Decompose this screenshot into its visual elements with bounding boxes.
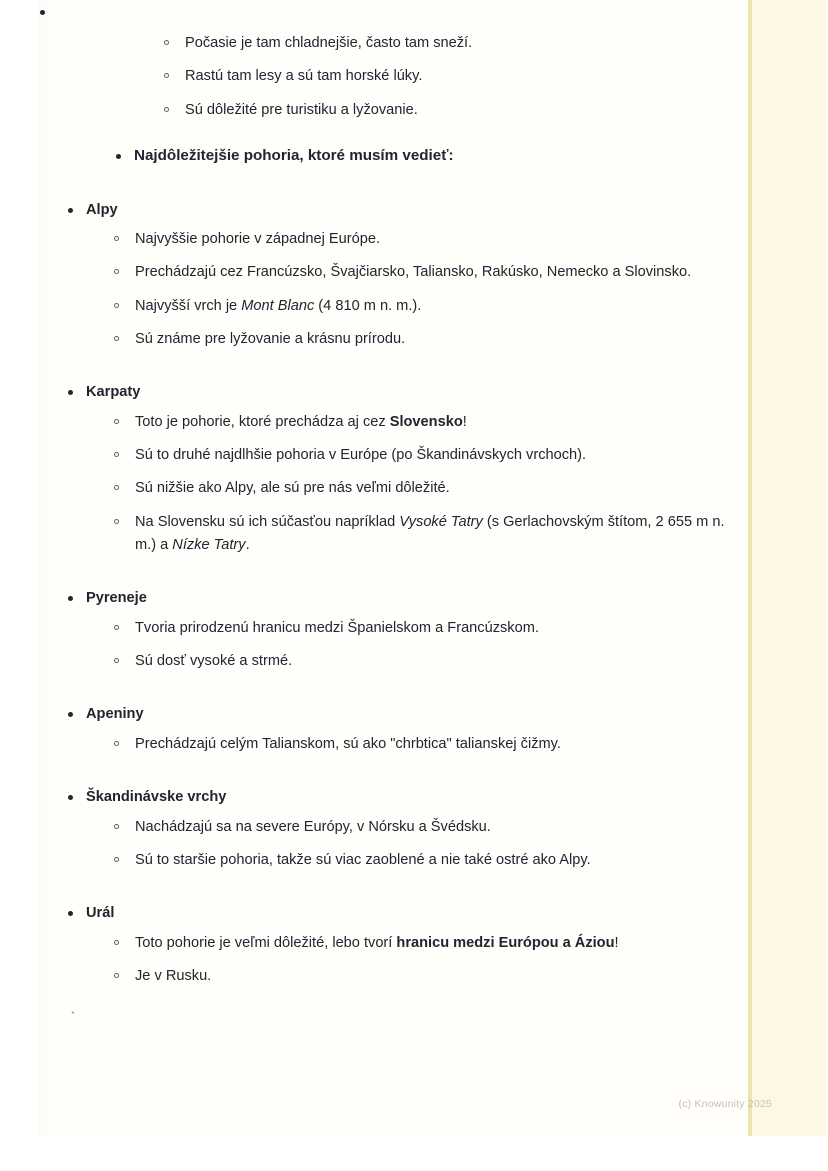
list-item: [113, 411, 748, 434]
range-name-label: Karpaty: [86, 384, 141, 401]
range-detail-list: [86, 932, 748, 989]
document-content: [38, 0, 748, 1136]
list-item: [113, 295, 748, 318]
range-heading-item: [66, 786, 748, 872]
range-heading-item: [66, 703, 748, 756]
text-run: Sú to druhé najdlhšie pohoria v Európe (po Škandinávskych vrchoch).: [135, 447, 587, 464]
range-group-5: [38, 786, 748, 872]
list-item: Sú dôležité pre turistiku a lyžovanie.: [163, 99, 748, 122]
list-item: Počasie je tam chladnejšie, často tam sneží.: [163, 32, 748, 55]
text-run: Toto pohorie je veľmi dôležité, lebo tvorí: [135, 934, 397, 951]
stray-backtick-mark: `: [69, 1010, 77, 1025]
intro-points-list: [114, 32, 748, 122]
spacer: [38, 673, 748, 687]
section-heading-item: [114, 144, 748, 169]
text-run: Sú to staršie pohoria, takže sú viac zaoblené a nie také ostré ako Alpy.: [135, 851, 591, 868]
range-group-1: [38, 199, 748, 352]
text-run: Na Slovensku sú ich súčasťou napríklad: [135, 513, 400, 530]
emphasis-italic: Nízke Tatry: [172, 537, 246, 554]
text-run: Prechádzajú celým Talianskom, sú ako "chrbtica" talianskej čižmy.: [135, 735, 561, 752]
list-item: [113, 477, 748, 500]
text-run: Tvoria prirodzenú hranicu medzi Španielskom a Francúzskom.: [135, 619, 539, 636]
list-item: [113, 511, 748, 558]
text-run: !: [614, 934, 619, 951]
range-name-label: Apeniny: [86, 706, 144, 723]
list-item: [113, 816, 748, 839]
range-name-label: Urál: [86, 905, 115, 922]
mountain-ranges-container: [38, 169, 748, 989]
range-detail-list: [86, 228, 748, 351]
text-run: Sú dosť vysoké a strmé.: [135, 653, 293, 670]
text-run: Prechádzajú cez Francúzsko, Švajčiarsko, Taliansko, Rakúsko, Nemecko a Slovinsko.: [135, 264, 692, 281]
text-run: Je v Rusku.: [135, 967, 212, 984]
range-detail-list: [86, 733, 748, 756]
list-item: [113, 733, 748, 756]
list-item: [113, 228, 748, 251]
range-detail-list: [86, 816, 748, 873]
section-heading-label: Najdôležitejšie pohoria, ktoré musím vedieť:: [134, 147, 454, 165]
emphasis-bold: hranicu medzi Európou a Áziou: [396, 934, 615, 951]
range-group-4: [38, 703, 748, 756]
emphasis-italic: Mont Blanc: [241, 297, 315, 314]
list-item: [113, 617, 748, 640]
copyright-footer: (c) Knowunity 2025: [678, 1098, 772, 1110]
range-heading-item: [66, 587, 748, 673]
text-run: Nachádzajú sa na severe Európy, v Nórsku a Švédsku.: [135, 818, 491, 835]
list-item: [113, 932, 748, 955]
text-run: .: [245, 537, 250, 554]
text-run: Sú známe pre lyžovanie a krásnu prírodu.: [135, 331, 406, 348]
outline-level-1: [38, 32, 748, 122]
spacer: [38, 557, 748, 571]
range-group-2: [38, 381, 748, 557]
page-margin-rule: [748, 0, 752, 1136]
list-item: [113, 328, 748, 351]
main-section-list: [38, 144, 748, 169]
range-heading-item: [66, 902, 748, 988]
text-run: Najvyšší vrch je: [135, 297, 242, 314]
text-run: Sú nižšie ako Alpy, ale sú pre nás veľmi dôležité.: [135, 480, 450, 497]
document-page: [38, 0, 790, 1136]
list-item: [113, 261, 748, 284]
text-run: (s Gerlachovským štítom, 2 655 m n. m.) a: [135, 513, 725, 554]
spacer: [38, 872, 748, 886]
list-item: Rastú tam lesy a sú tam horské lúky.: [163, 65, 748, 88]
list-item: [113, 650, 748, 673]
spacer: [38, 351, 748, 365]
spacer: [38, 122, 748, 144]
range-heading-item: [66, 199, 748, 352]
list-item: [113, 444, 748, 467]
range-detail-list: [86, 411, 748, 558]
spacer: [38, 756, 748, 770]
list-item: [113, 965, 748, 988]
range-group-6: [38, 902, 748, 988]
range-name-label: Pyreneje: [86, 590, 147, 607]
range-name-label: Škandinávske vrchy: [86, 789, 227, 806]
page-margin-strip: [748, 0, 826, 1136]
range-detail-list: [86, 617, 748, 674]
text-run: Toto je pohorie, ktoré prechádza aj cez: [135, 413, 390, 430]
emphasis-italic: Vysoké Tatry: [399, 513, 483, 530]
spacer: [38, 169, 748, 183]
text-run: !: [462, 413, 467, 430]
range-heading-item: [66, 381, 748, 557]
range-name-label: Alpy: [86, 201, 118, 218]
intro-points-container: [114, 32, 748, 122]
list-item: [113, 849, 748, 872]
text-run: Najvyššie pohorie v západnej Európe.: [135, 231, 380, 247]
text-run: (4 810 m n. m.).: [314, 297, 422, 314]
emphasis-bold: Slovensko: [389, 413, 463, 430]
range-group-3: [38, 587, 748, 673]
